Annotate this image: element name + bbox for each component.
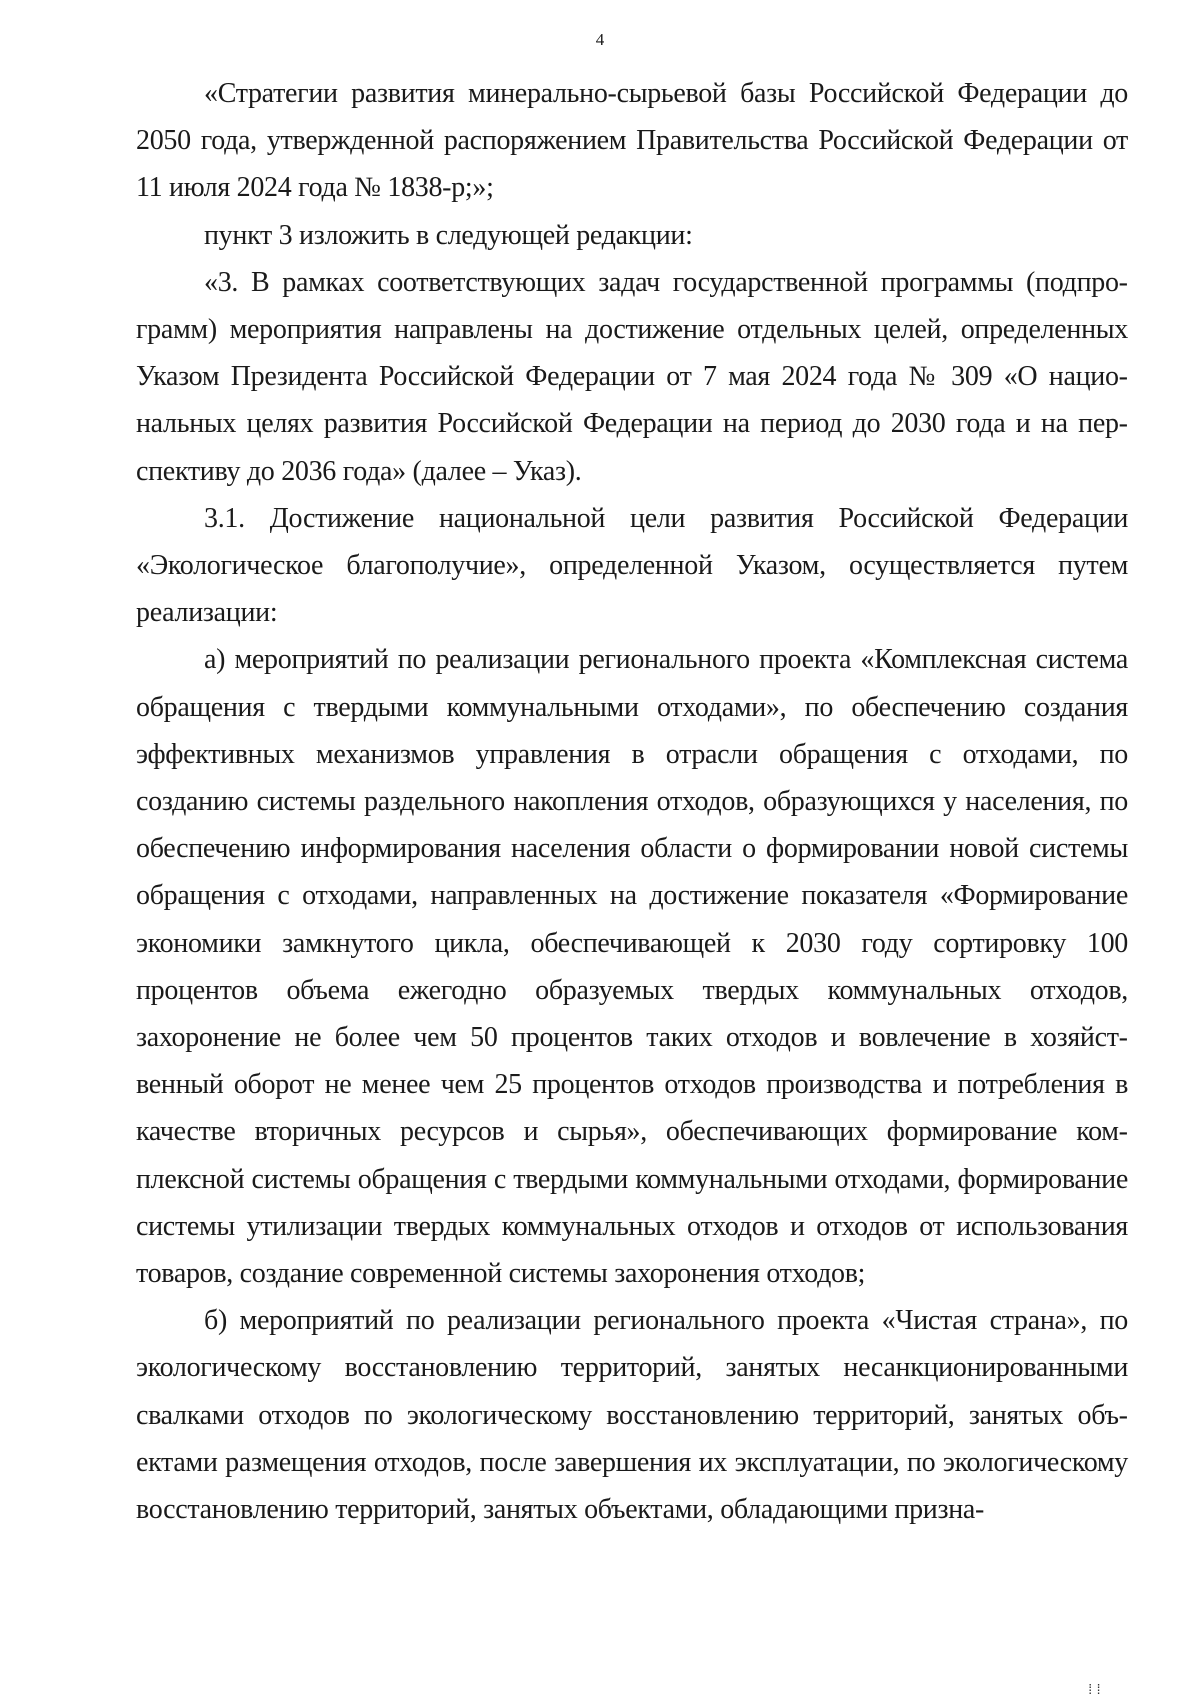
paragraph-item-b: б) мероприятий по реализации регионального проекта «Чистая страна», по экологическому восстановлению территорий, занятых несанкционированными свалками отходов по экологическому восстановлению территорий, занятых объектами размещения отходов, после завершения их эксплуатации, по экологическому восстановлению территорий, занятых объектами, обладающими призна-: [136, 1305, 1128, 1526]
paragraph-item-a: а) мероприятий по реализации регионального проекта «Комплексная система обращения с твердыми коммунальными отходами», по обеспечению создания эффективных механизмов управления в отрасли обращения с отходами, по созданию системы раздельного накопления отходов, образующихся у населения, по обеспечению информирования населения области о формировании новой системы обращения с отходами, направленных на достижение показателя «Формирование экономики замкнутого цикла, обеспечивающей к 2030 году сортировку 100 процентов объема ежегодно образуемых твердых коммунальных отходов, захоронение не более чем 50 процентов таких отходов и вовлечение в хозяйственный оборот не менее чем 25 процентов отходов производства и потребления в качестве вторичных ресурсов и сырья», обеспечивающих формирование комплексной системы обращения с твердыми коммунальными отходами, формирование системы утилизации твердых коммунальных отходов и отходов от использования товаров, создание современной системы захоронения отходов;: [136, 644, 1128, 1290]
paragraph-item-3: «3. В рамках соответствующих задач государственной программы (подпрограмм) мероприятия направлены на достижение отдельных целей, определенных Указом Президента Российской Федерации от 7 мая 2024 года № 309 «О национальных целях развития Российской Федерации на период до 2030 года и на перспективу до 2036 года» (далее – Указ).: [136, 266, 1128, 487]
page-number: 4: [595, 30, 605, 49]
document-body: [136, 70, 1128, 1533]
scan-edge-mark: ⁞⁞: [1086, 1682, 1103, 1698]
paragraph-item-3-instruction: пункт 3 изложить в следующей редакции:: [204, 219, 693, 251]
paragraph-item-3-1: 3.1. Достижение национальной цели развития Российской Федерации «Экологическое благополучие», определенной Указом, осуществляется путем реализации:: [136, 502, 1128, 629]
paragraph-strategy-reference: «Стратегии развития минерально-сырьевой базы Российской Федерации до 2050 года, утвержденной распоряжением Правительства Российской Федерации от 11 июля 2024 года № 1838-р;»;: [136, 78, 1128, 204]
